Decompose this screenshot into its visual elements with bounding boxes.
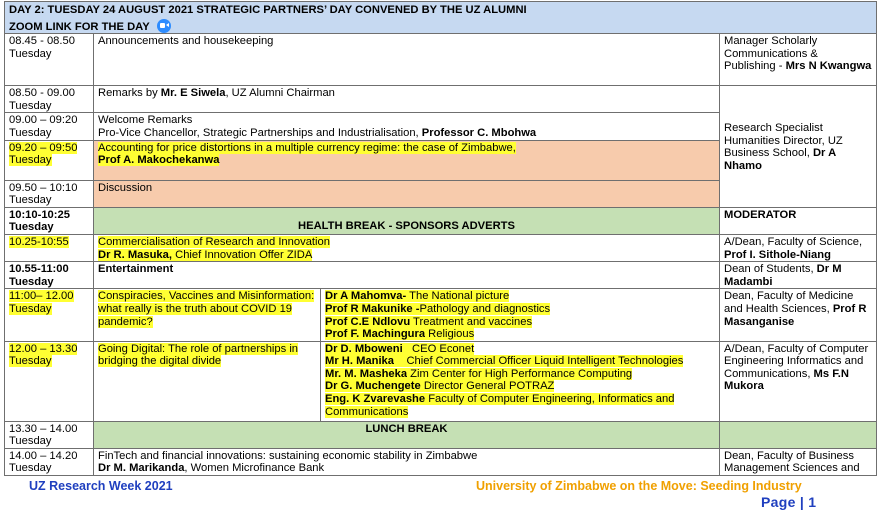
session-title: Welcome Remarks <box>98 114 193 127</box>
time-cell <box>5 448 94 475</box>
session-cell <box>94 140 720 180</box>
time-cell <box>5 289 94 341</box>
speaker-role: , Women Microfinance Bank <box>184 462 325 475</box>
speaker-name: Mr. E Siwela <box>160 87 226 100</box>
day-header-row <box>5 2 877 34</box>
session-cell <box>94 262 720 289</box>
chair-role: Dean, Faculty of Business Management Sciences and <box>724 449 860 475</box>
chair-role: Dean, Faculty of Medicine and Health Sciences, <box>724 290 854 315</box>
session-cell <box>94 34 720 86</box>
time-range: 10.55-11:00 <box>9 263 69 276</box>
session-cell <box>94 113 720 140</box>
chair-name: Prof R Masanganise <box>724 302 867 328</box>
session-cell <box>94 234 720 261</box>
day-label: Tuesday <box>9 47 52 60</box>
time-range: 09.20 – 09:50 <box>9 141 78 154</box>
session-title: Entertainment <box>98 263 174 276</box>
chair-cell <box>720 341 877 421</box>
list-item: Eng. K Zvarevashe Faculty of Computer Engineering, Informatics and Communications <box>325 393 675 418</box>
topic-cell <box>94 289 321 341</box>
chair-name: Prof I. Sithole-Niang <box>724 248 831 261</box>
list-item: Prof C.E Ndlovu Treatment and vaccines <box>325 315 533 328</box>
time-cell <box>5 140 94 180</box>
day-label: Tuesday <box>9 302 52 315</box>
speaker-role: Chief Innovation Offer ZIDA <box>172 248 313 261</box>
day-label: Tuesday <box>9 194 52 207</box>
chair-name: Dr A Nhamo <box>724 147 836 172</box>
time-range: 13.30 – 14.00 <box>9 422 78 435</box>
chair-cell <box>720 234 877 261</box>
session-cell <box>94 448 720 475</box>
moderator-cell <box>720 207 877 234</box>
time-cell <box>5 421 94 448</box>
panel-topic: Going Digital: The role of partnerships in bridging the digital divide <box>98 342 299 368</box>
session-title: Commercialisation of Research and Innovation <box>98 235 330 248</box>
list-item: Prof R Makunike -Pathology and diagnostics <box>325 302 551 315</box>
table-row <box>5 262 877 289</box>
panel-topic: Conspiracies, Vaccines and Misinformation: what really is the truth about COVID 19 pandemic? <box>98 290 315 328</box>
table-row <box>5 234 877 261</box>
chair-role: Research Specialist Humanities Director, UZ Business School, <box>724 122 843 160</box>
chair-cell <box>720 262 877 289</box>
break-cell <box>94 207 720 234</box>
session-title: Discussion <box>98 181 153 194</box>
chair-cell <box>720 34 877 86</box>
table-row <box>5 86 877 113</box>
break-cell <box>94 421 720 448</box>
list-item: Dr D. Mboweni CEO Econet <box>325 342 475 355</box>
time-cell <box>5 180 94 207</box>
day-label: Tuesday <box>9 221 54 234</box>
day-label: Tuesday <box>9 462 52 475</box>
break-cell-end <box>720 421 877 448</box>
zoom-video-icon[interactable] <box>157 19 171 33</box>
time-cell <box>5 113 94 140</box>
footer-tagline: University of Zimbabwe on the Move: Seeding Industry <box>476 479 802 493</box>
session-text: Remarks by <box>98 87 161 100</box>
speaker-name: Dr R. Masuka, <box>98 248 172 261</box>
table-row <box>5 341 877 421</box>
speaker-name: Dr M. Marikanda <box>98 462 185 475</box>
time-range: 10.25-10:55 <box>9 235 69 248</box>
time-range: 10:10-10:25 <box>9 208 70 221</box>
chair-cell <box>720 86 877 208</box>
day-label: Tuesday <box>9 435 52 448</box>
session-title: Announcements and housekeeping <box>98 35 274 48</box>
chair-cell <box>720 448 877 475</box>
time-range: 08.50 - 09.00 <box>9 87 75 100</box>
chair-role: Manager Scholarly Communications & Publishing - <box>724 35 818 73</box>
time-cell <box>5 207 94 234</box>
day-title: DAY 2: TUESDAY 24 AUGUST 2021 STRATEGIC PARTNERS’ DAY CONVENED BY THE UZ ALUMNI <box>9 4 527 16</box>
table-row <box>5 448 877 475</box>
chair-role: Dean of Students, <box>724 263 817 276</box>
topic-cell <box>94 341 321 421</box>
speaker-name: Professor C. Mbohwa <box>421 126 537 139</box>
session-title: Accounting for price distortions in a multiple currency regime: the case of Zimbabwe, <box>98 141 516 154</box>
zoom-link-text[interactable]: ZOOM LINK FOR THE DAY <box>9 20 150 33</box>
list-item: Mr. M. Masheka Zim Center for High Performance Computing <box>325 367 633 380</box>
table-row <box>5 289 877 341</box>
day-header <box>5 2 877 34</box>
list-item: Dr A Mahomva- The National picture <box>325 290 510 303</box>
zoom-link-line[interactable] <box>9 19 872 34</box>
table-row <box>5 34 877 86</box>
moderator-heading: MODERATOR <box>724 208 797 221</box>
day-label: Tuesday <box>9 126 52 139</box>
chair-name: Mrs N Kwangwa <box>785 60 872 73</box>
chair-role: A/Dean, Faculty of Computer Engineering Informatics and Communications, <box>724 342 869 380</box>
time-range: 12.00 – 13.30 <box>9 342 78 355</box>
table-row <box>5 207 877 234</box>
time-cell <box>5 234 94 261</box>
list-item: Dr G. Muchengete Director General POTRAZ <box>325 380 555 393</box>
chair-name: Ms F.N Mukora <box>724 367 849 393</box>
time-cell <box>5 341 94 421</box>
list-item: Prof F. Machingura Religious <box>325 328 475 341</box>
break-label: LUNCH BREAK <box>365 422 448 435</box>
panel-speakers-cell <box>321 341 720 421</box>
day-label: Tuesday <box>9 99 52 112</box>
speaker-role: , UZ Alumni Chairman <box>225 87 335 100</box>
speaker-name: Prof A. Makochekanwa <box>98 154 220 167</box>
page-number: Page | 1 <box>761 494 817 510</box>
time-range: 09.00 – 09:20 <box>9 114 78 127</box>
session-title: FinTech and financial innovations: sustaining economic stability in Zimbabwe <box>98 449 478 462</box>
session-cell <box>94 180 720 207</box>
panel-speakers-cell <box>321 289 720 341</box>
time-range: 09.50 – 10:10 <box>9 181 78 194</box>
break-label: HEALTH BREAK - SPONSORS ADVERTS <box>298 220 515 233</box>
chair-cell <box>720 289 877 341</box>
day-label: Tuesday <box>9 275 54 288</box>
table-row <box>5 421 877 448</box>
day-label: Tuesday <box>9 355 52 368</box>
session-cell <box>94 86 720 113</box>
time-cell <box>5 86 94 113</box>
time-cell <box>5 262 94 289</box>
time-cell <box>5 34 94 86</box>
chair-role: A/Dean, Faculty of Science, <box>724 235 863 248</box>
time-range: 11:00– 12.00 <box>9 290 74 303</box>
day-label: Tuesday <box>9 154 52 167</box>
chair-name: Dr M Madambi <box>724 263 842 288</box>
speaker-role: Pro-Vice Chancellor, Strategic Partnerships and Industrialisation, <box>98 126 422 139</box>
list-item: Mr H. Manika Chief Commercial Officer Liquid Intelligent Technologies <box>325 355 684 368</box>
time-range: 08.45 - 08.50 <box>9 35 75 48</box>
time-range: 14.00 – 14.20 <box>9 449 78 462</box>
footer-event-name: UZ Research Week 2021 <box>29 479 173 493</box>
schedule-table <box>4 1 877 476</box>
